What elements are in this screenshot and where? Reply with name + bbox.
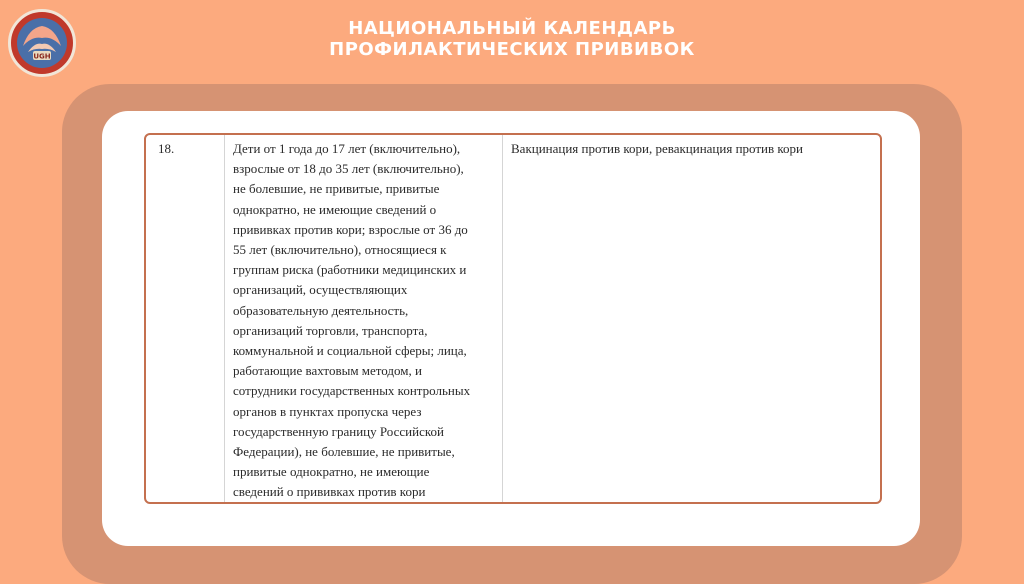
title-line-2: ПРОФИЛАКТИЧЕСКИХ ПРИВИВОК [329,39,695,60]
category-line: Дети от 1 года до 17 лет (включительно), [233,141,461,156]
category-line: однократно, не имеющие сведений о [233,201,437,217]
category-line: сотрудники государственных контрольных [233,383,471,399]
logo [8,9,76,77]
category-line: организаций торговли, транспорта, [233,322,428,338]
page-title [150,18,874,60]
category-line: организаций, осуществляющих [233,282,408,298]
category-line: сведений о прививках против кори [233,484,426,500]
table-row [146,135,880,503]
category-line: коммунальной и социальной сферы; лица, [233,343,467,359]
vaccination-table [144,133,882,504]
svg-text:UGH: UGH [33,52,51,61]
category-line: образовательную деятельность, [233,302,409,318]
category-line: 55 лет (включительно), относящиеся к [233,242,447,258]
title-line-1: НАЦИОНАЛЬНЫЙ КАЛЕНДАРЬ [348,18,676,39]
category-line: взрослые от 18 до 35 лет (включительно), [233,161,464,177]
category-line: государственную границу Российской [233,423,444,439]
category-line: группам риска (работники медицинских и [233,262,467,278]
category-line: не болевшие, не привитые, привитые [233,181,440,197]
category-line: органов в пунктах пропуска через [233,403,422,419]
row-number: 18. [158,141,175,156]
emblem-icon [11,12,73,74]
vaccination-type: Вакцинация против кори, ревакцинация против кори [503,135,881,503]
category-line: работающие вахтовым методом, и [233,363,422,379]
category-line: привитые однократно, не имеющие [233,464,430,480]
population-category [225,135,503,503]
category-line: Федерации), не болевшие, не привитые, [233,444,455,460]
category-line: прививках против кори; взрослые от 36 до [233,221,468,237]
